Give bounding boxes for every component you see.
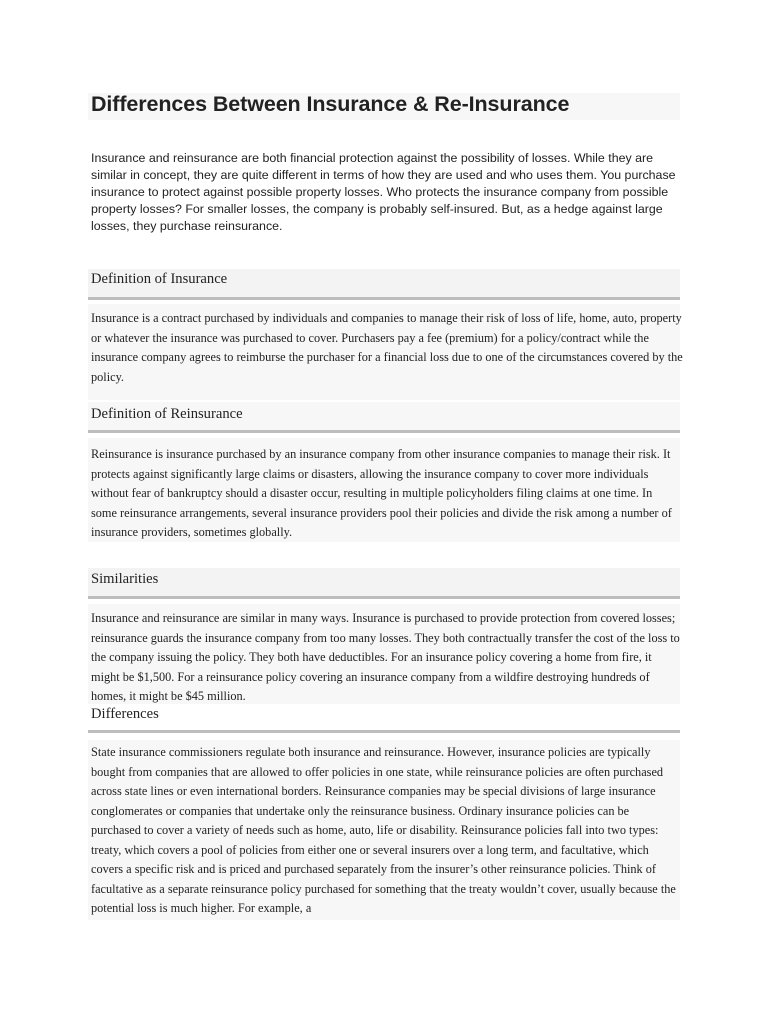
section-body-insurance: Insurance is a contract purchased by individuals and companies to manage their risk of loss of life, home, auto, property or whatever the insurance was purchased to cover. Purchasers pay a fee (premium) for a policy/contract while the insurance company agrees to reimburse the purchaser for a financial loss due to one of the circumstances covered by the policy.: [91, 311, 683, 384]
section-heading-rule: [88, 402, 680, 433]
section-heading-reinsurance: Definition of Reinsurance: [91, 406, 243, 422]
intro-paragraph: Insurance and reinsurance are both financial protection against the possibility of losses. While they are similar in concept, they are quite different in terms of how they are used and who uses them. You purchase insurance to protect against possible property losses. Who protects the insurance company from possible property losses? For smaller losses, the company is probably self-insured. But, as a hedge against large losses, they purchase reinsurance.: [91, 151, 676, 233]
section-heading-rule: [88, 703, 680, 733]
section-body-similarities: Insurance and reinsurance are similar in many ways. Insurance is purchased to provide protection from covered losses; reinsurance guards the insurance company from too many losses. They both contractually transfer the cost of the loss to the company issuing the policy. They both have deductibles. For an insurance policy covering a home from fire, it might be $1,500. For a reinsurance policy covering an insurance company from a wildfire destroying hundreds of homes, it might be $45 million.: [91, 611, 680, 703]
section-heading-similarities: Similarities: [91, 571, 159, 587]
section-heading-insurance: Definition of Insurance: [91, 271, 228, 287]
section-heading-differences: Differences: [91, 706, 159, 722]
page-title: Differences Between Insurance & Re-Insurance: [91, 92, 570, 116]
section-body-reinsurance: Reinsurance is insurance purchased by an insurance company from other insurance companies to manage their risk. It protects against significantly large claims or disasters, allowing the insurance company to cover more individuals without fear of bankruptcy should a disaster occur, resulting in multiple policyholders filing claims at one time. In some reinsurance arrangements, several insurance providers pool their policies and divide the risk among a number of insurance providers, sometimes globally.: [91, 447, 672, 539]
section-heading-background: [88, 568, 680, 599]
section-body-differences: State insurance commissioners regulate both insurance and reinsurance. However, insurance policies are typically bought from companies that are allowed to offer policies in one state, while reinsurance policies are often purchased across state lines or even international borders. Reinsurance companies may be special divisions of large insurance conglomerates or companies that undertake only the reinsurance business. Ordinary insurance policies can be purchased to cover a variety of needs such as home, auto, life or disability. Reinsurance policies fall into two types: treaty, which covers a pool of policies from either one or several insurers over a long term, and facultative, which covers a specific risk and is priced and purchased separately from the insurer’s other reinsurance policies. Think of facultative as a separate reinsurance policy purchased for something that the treaty wouldn’t cover, usually because the potential loss is much higher. For example, a: [91, 745, 676, 915]
